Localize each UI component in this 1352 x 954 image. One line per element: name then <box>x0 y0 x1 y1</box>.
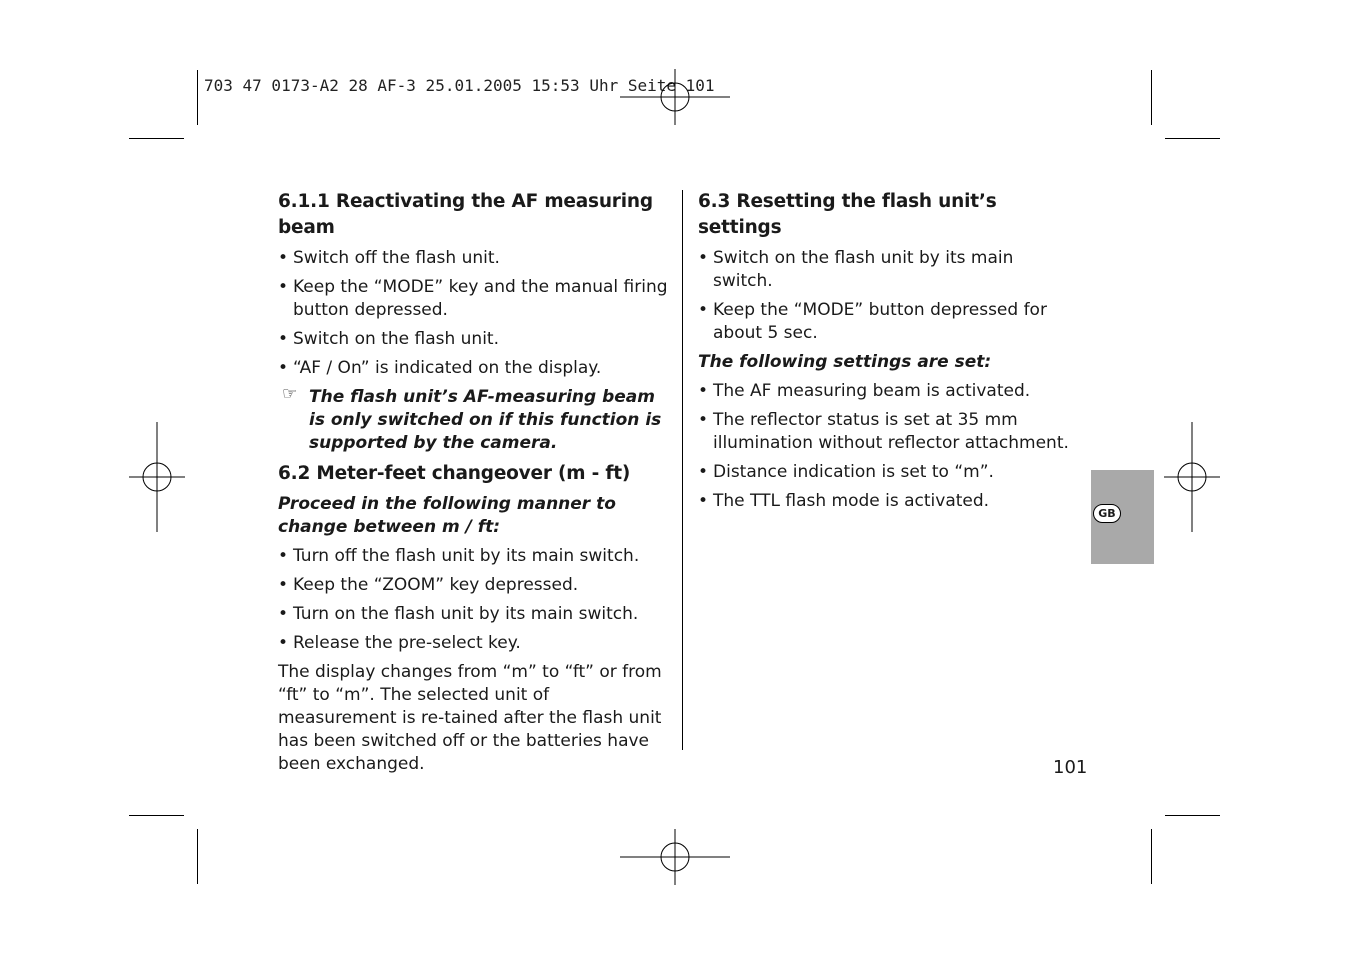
list-item: • The AF measuring beam is activated. <box>698 380 1078 403</box>
list-item: • The reflector status is set at 35 mm illumination without reflector attachment. <box>698 409 1078 455</box>
section-reactivating-af-beam <box>278 189 668 455</box>
section-intro: The following settings are set: <box>698 352 992 372</box>
result-list <box>698 380 1078 513</box>
section-meter-feet-changeover <box>278 461 668 776</box>
step-list <box>278 247 668 380</box>
section-heading: 6.3 Resetting the flash unit’s settings <box>698 191 997 238</box>
list-item: • Switch off the flash unit. <box>278 247 668 270</box>
list-item: • Release the pre-select key. <box>278 632 668 655</box>
list-item: • Keep the “MODE” key and the manual firing button depressed. <box>278 276 668 322</box>
body-paragraph: The display changes from “m” to “ft” or from “ft” to “m”. The selected unit of measurement is re-tained after the flash unit has been switched off or the batteries have been exchanged. <box>278 662 662 774</box>
section-heading: 6.1.1 Reactivating the AF measuring beam <box>278 191 653 238</box>
step-list <box>278 545 668 655</box>
left-column <box>278 189 668 776</box>
list-item: • Keep the “MODE” button depressed for about 5 sec. <box>698 299 1078 345</box>
list-item: • Switch on the flash unit by its main switch. <box>698 247 1078 293</box>
note <box>278 386 668 455</box>
list-item: • Distance indication is set to “m”. <box>698 461 1078 484</box>
registration-mark-bottom <box>620 829 730 885</box>
registration-mark-right <box>1164 422 1220 532</box>
pointing-hand-icon: ☞ <box>282 384 298 404</box>
list-item: • Keep the “ZOOM” key depressed. <box>278 574 668 597</box>
note-text: The flash unit’s AF-measuring beam is only switched on if this function is supported by the camera. <box>309 387 662 453</box>
list-item: • The TTL flash mode is activated. <box>698 490 1078 513</box>
print-header: 703 47 0173-A2 28 AF-3 25.01.2005 15:53 Uhr Seite 101 <box>204 76 715 95</box>
list-item: • “AF / On” is indicated on the display. <box>278 357 668 380</box>
list-item: • Turn on the flash unit by its main switch. <box>278 603 668 626</box>
page-number: 101 <box>1053 757 1088 778</box>
section-resetting-settings <box>698 189 1078 513</box>
language-badge: GB <box>1093 504 1121 523</box>
column-divider <box>682 190 683 750</box>
registration-mark-top <box>620 69 730 125</box>
list-item: • Turn off the flash unit by its main switch. <box>278 545 668 568</box>
right-column <box>698 189 1078 519</box>
registration-mark-left <box>129 422 185 532</box>
section-heading: 6.2 Meter-feet changeover (m - ft) <box>278 463 631 484</box>
step-list <box>698 247 1078 345</box>
list-item: • Switch on the flash unit. <box>278 328 668 351</box>
section-intro: Proceed in the following manner to change between m / ft: <box>278 494 616 537</box>
